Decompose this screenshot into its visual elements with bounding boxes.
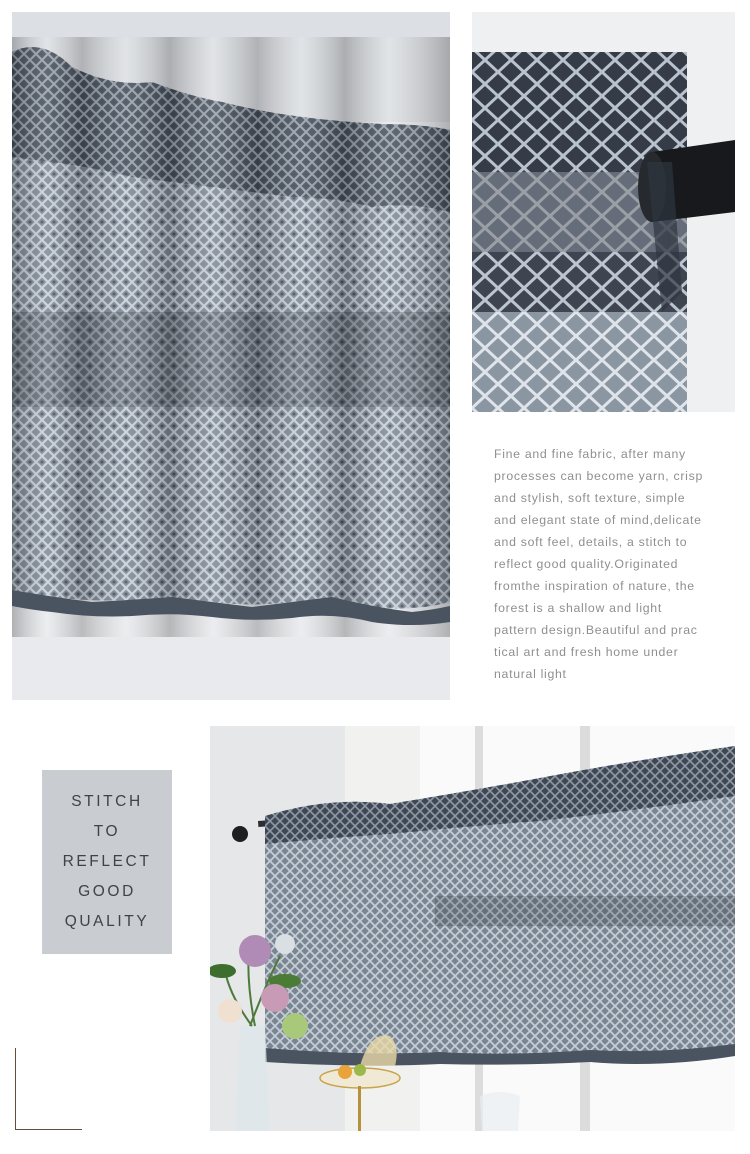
- decorative-corner-line-vertical: [15, 1048, 16, 1130]
- quality-line: STITCH: [71, 793, 143, 810]
- decorative-corner-line-horizontal: [15, 1129, 82, 1130]
- quality-line: REFLECT: [62, 853, 152, 870]
- description-line: fromthe inspiration of nature, the: [494, 579, 695, 593]
- window-valance-photo: [210, 726, 735, 1131]
- description-line: reflect good quality.Originated: [494, 557, 679, 571]
- rod-pocket-closeup-photo: [472, 12, 735, 412]
- description-line: forest is a shallow and light: [494, 601, 662, 615]
- description-line: tical art and fresh home under: [494, 645, 679, 659]
- description-line: Fine and fine fabric, after many: [494, 447, 686, 461]
- product-description: [494, 443, 724, 685]
- description-line: processes can become yarn, crisp: [494, 469, 703, 483]
- quality-line: GOOD: [78, 883, 136, 900]
- description-line: and elegant state of mind,delicate: [494, 513, 702, 527]
- description-line: and stylish, soft texture, simple: [494, 491, 686, 505]
- valance-photo-main: [12, 12, 450, 700]
- description-line: natural light: [494, 667, 567, 681]
- quality-line: TO: [93, 823, 121, 840]
- quality-line: QUALITY: [64, 913, 150, 930]
- description-line: and soft feel, details, a stitch to: [494, 535, 688, 549]
- quality-label-box: [42, 770, 172, 954]
- description-line: pattern design.Beautiful and prac: [494, 623, 698, 637]
